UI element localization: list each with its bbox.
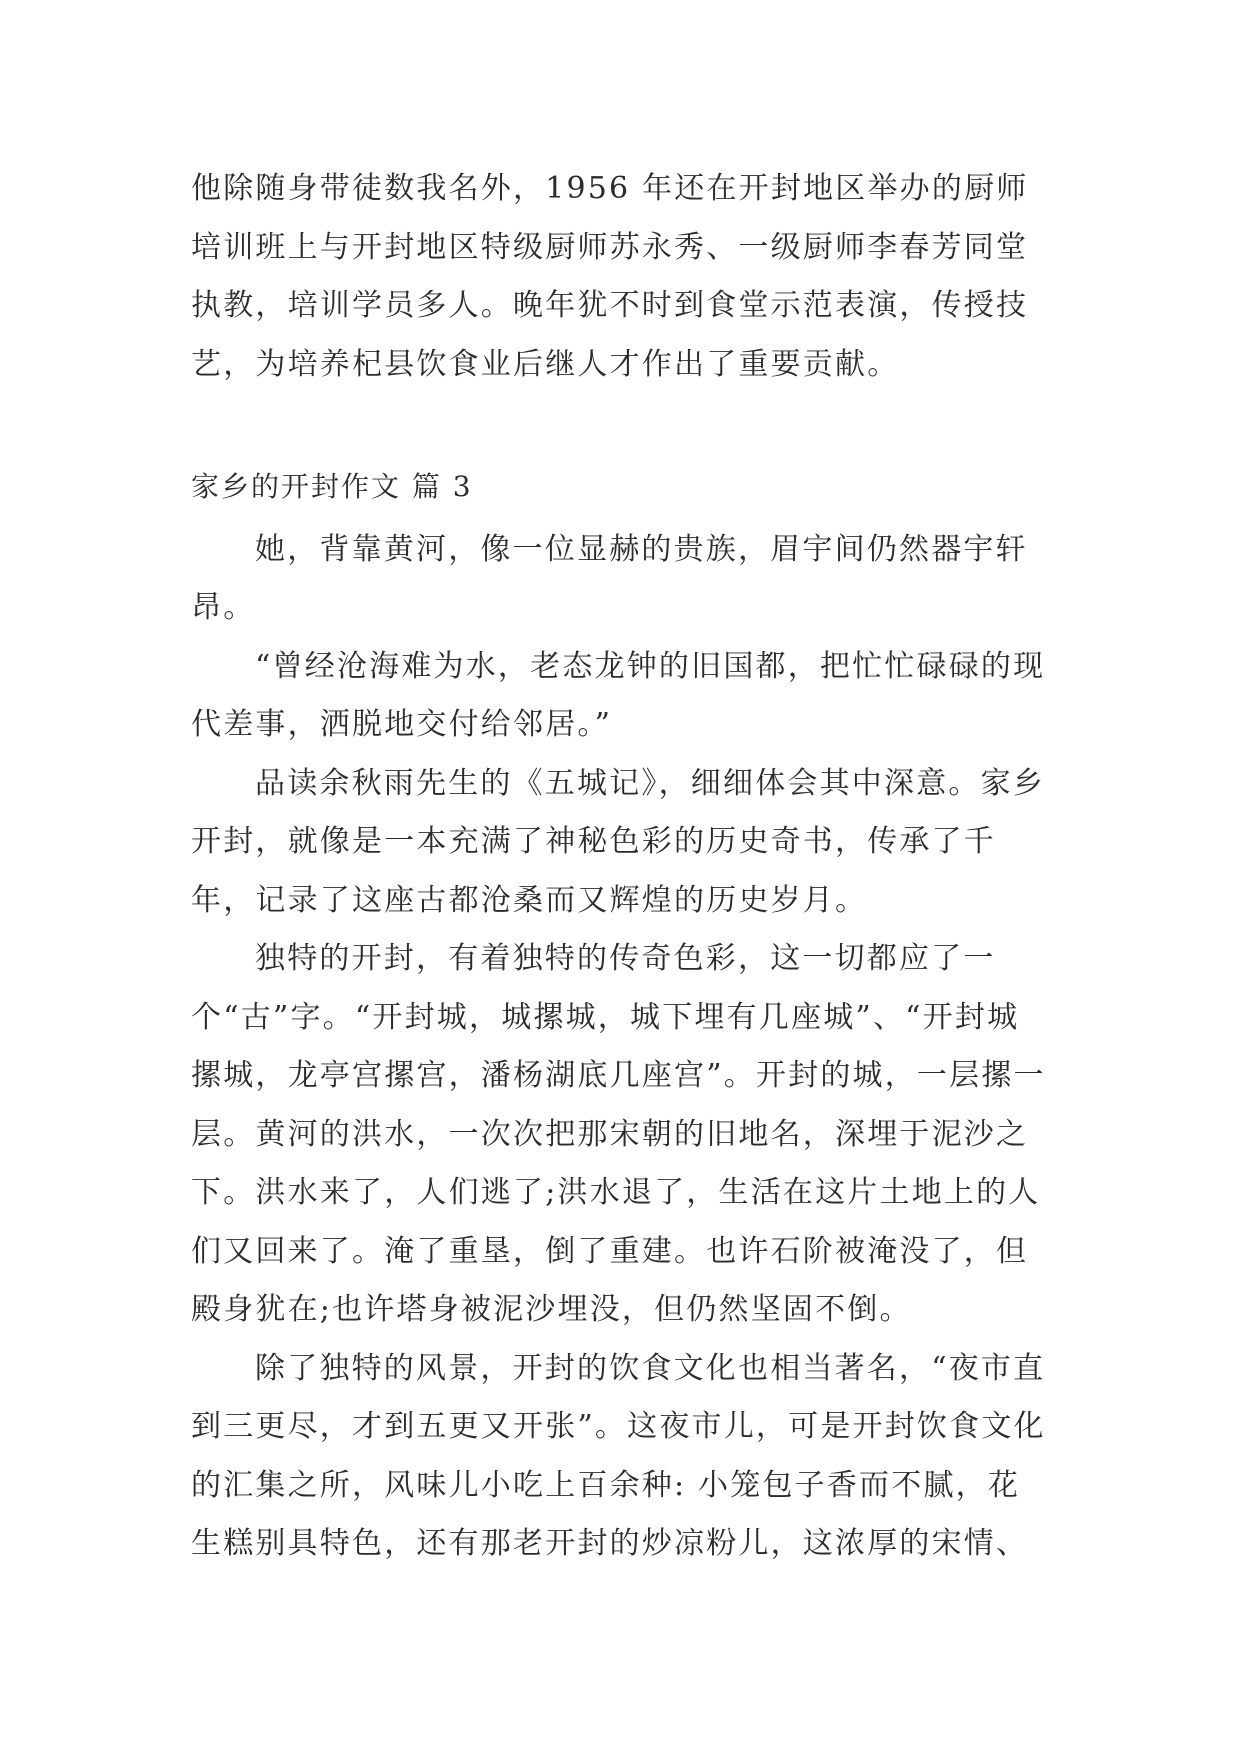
paragraph-5: 除了独特的风景，开封的饮食文化也相当著名，“夜市直到三更尽，才到五更又开张”。这夜市儿，可是开封饮食文化的汇集之所，风味儿小吃上百余种: 小笼包子香而不腻，花生糕别具特色，还有那老开封的炒凉粉儿，这浓厚的宋情、 <box>191 1350 1046 1561</box>
document-body <box>191 160 1051 1574</box>
section-spacer <box>191 394 1051 458</box>
paragraph-2: “曾经沧海难为水，老态龙钟的旧国都，把忙忙碌碌的现代差事，洒脱地交付给邻居。” <box>191 648 1046 742</box>
paragraph-4: 独特的开封，有着独特的传奇色彩，这一切都应了一个“古”字。“开封城，城摞城，城下埋有几座城”、“开封城摞城，龙亭宫摞宫，潘杨湖底几座宫”。开封的城，一层摞一层。黄河的洪水，一次次把那宋朝的旧地名，深埋于泥沙之下。洪水来了，人们逃了;洪水退了，生活在这片土地上的人们又回来了。淹了重垦，倒了重建。也许石阶被淹没了，但殿身犹在;也许塔身被泥沙埋没，但仍然坚固不倒。 <box>191 941 1046 1327</box>
section-heading: 家乡的开封作文 篇 3 <box>191 470 473 503</box>
paragraph-continued: 他除随身带徒数我名外，1956 年还在开封地区举办的厨师培训班上与开封地区特级厨师苏永秀、一级厨师李春芳同堂执教，培训学员多人。晚年犹不时到食堂示范表演，传授技艺，为培养杞县饮食业后继人才作出了重要贡献。 <box>191 171 1029 382</box>
paragraph-3: 品读余秋雨先生的《五城记》，细细体会其中深意。家乡开封，就像是一本充满了神秘色彩的历史奇书，传承了千年，记录了这座古都沧桑而又辉煌的历史岁月。 <box>191 765 1045 918</box>
paragraph-1: 她，背靠黄河，像一位显赫的贵族，眉宇间仍然器宇轩昂。 <box>191 531 1028 625</box>
